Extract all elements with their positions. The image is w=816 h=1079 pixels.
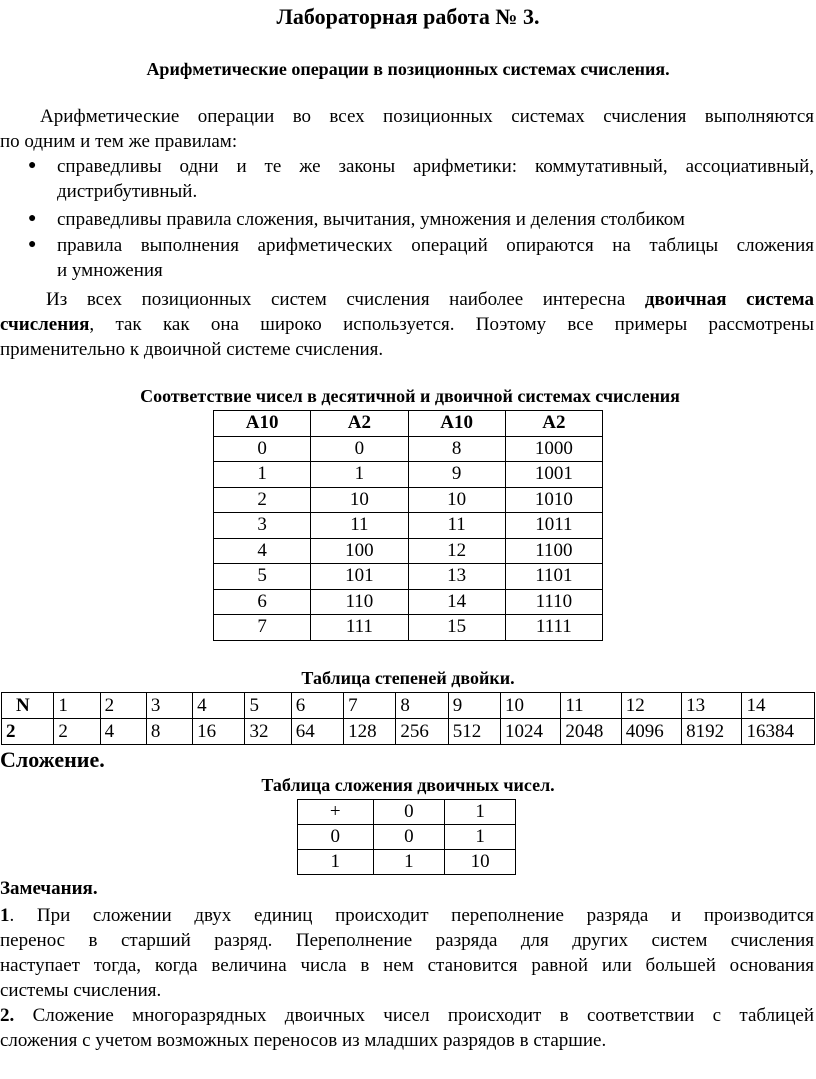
header-cell: A10	[408, 411, 505, 437]
cell: 4	[193, 693, 245, 719]
cell: 11	[408, 513, 505, 539]
cell: 11	[311, 513, 408, 539]
cell: 8	[146, 719, 192, 745]
addition-heading: Сложение.	[0, 747, 105, 772]
cell: 1	[373, 850, 445, 875]
cell: 0	[373, 800, 445, 825]
intro-line-2: по одним и тем же правилам:	[0, 131, 238, 152]
cell: 1024	[501, 719, 561, 745]
cell: 1	[445, 825, 516, 850]
intro-line-1: Арифметические операции во всех позиционных системах счисления выполняются	[40, 106, 814, 127]
header-cell: A2	[505, 411, 602, 437]
table-row	[298, 800, 516, 825]
cell: 12	[621, 693, 681, 719]
table-row	[214, 462, 603, 488]
page-subtitle: Арифметические операции в позиционных системах счисления.	[146, 59, 670, 79]
note-1-line-3: наступает тогда, когда величина числа в нем становится равной или большей основания	[0, 955, 814, 976]
cell: 10	[408, 487, 505, 513]
cell: 9	[448, 693, 500, 719]
table1-caption: Соответствие чисел в десятичной и двоичной системах счисления	[140, 386, 680, 406]
cell: 128	[344, 719, 396, 745]
table-row	[214, 615, 603, 641]
cell: 1101	[505, 564, 602, 590]
cell: 6	[291, 693, 343, 719]
binary-addition-table	[297, 799, 516, 875]
cell: 111	[311, 615, 408, 641]
cell: 2	[214, 487, 311, 513]
cell: 2	[54, 719, 100, 745]
cell: 1	[54, 693, 100, 719]
table-row	[214, 589, 603, 615]
cell: 101	[311, 564, 408, 590]
binary-para-text: Из всех позиционных систем счисления наиболее интересна	[46, 289, 626, 310]
binary-system-term: двоичная система	[644, 289, 814, 310]
cell: 13	[682, 693, 742, 719]
cell: 32	[245, 719, 291, 745]
cell: 8	[408, 436, 505, 462]
cell: 256	[396, 719, 448, 745]
note-2-line-2: сложения с учетом возможных переносов из младших разрядов в старшие.	[0, 1030, 607, 1051]
cell: 2048	[561, 719, 621, 745]
cell: 9	[408, 462, 505, 488]
cell: 1001	[505, 462, 602, 488]
cell: 0	[214, 436, 311, 462]
cell: 1	[214, 462, 311, 488]
note-1-line-2: перенос в старший разряд. Переполнение разряда для других систем счисления	[0, 930, 814, 951]
note-number: 1	[0, 905, 10, 926]
table-row	[214, 564, 603, 590]
table-row	[214, 538, 603, 564]
cell: +	[298, 800, 374, 825]
cell: 64	[291, 719, 343, 745]
cell: N	[2, 693, 54, 719]
bullet-icon: ●	[28, 211, 37, 226]
cell: 14	[742, 693, 815, 719]
binary-para-line-2	[0, 312, 814, 337]
page-title: Лабораторная работа № 3.	[276, 4, 540, 29]
cell: 2	[2, 719, 54, 745]
cell: 16	[193, 719, 245, 745]
cell: 5	[214, 564, 311, 590]
cell: 1	[311, 462, 408, 488]
cell: 16384	[742, 719, 815, 745]
cell: 11	[561, 693, 621, 719]
cell: 7	[214, 615, 311, 641]
notes-heading: Замечания.	[0, 878, 98, 899]
cell: 4	[100, 719, 146, 745]
cell: 14	[408, 589, 505, 615]
decimal-binary-table	[213, 410, 603, 641]
cell: 4096	[621, 719, 681, 745]
table-row	[2, 719, 815, 745]
cell: 1011	[505, 513, 602, 539]
binary-para-line-1	[0, 287, 814, 312]
cell: 0	[311, 436, 408, 462]
cell: 110	[311, 589, 408, 615]
binary-system-term-2: счисления	[0, 314, 90, 335]
cell: 2	[100, 693, 146, 719]
note-text: Сложение многоразрядных двоичных чисел происходит в соответствии с таблицей	[14, 1005, 814, 1026]
cell: 0	[373, 825, 445, 850]
bullet-icon: ●	[28, 158, 37, 173]
cell: 8	[396, 693, 448, 719]
binary-para-line-3: применительно к двоичной системе счисления.	[0, 339, 384, 360]
bullet-2-line-1: справедливы правила сложения, вычитания, умножения и деления столбиком	[57, 209, 685, 230]
cell: 15	[408, 615, 505, 641]
cell: 8192	[682, 719, 742, 745]
table-row	[214, 436, 603, 462]
bullet-3-line-2: и умножения	[57, 260, 163, 281]
cell: 6	[214, 589, 311, 615]
note-1-line-1	[0, 903, 814, 928]
cell: 512	[448, 719, 500, 745]
bullet-1-line-1: справедливы одни и те же законы арифметики: коммутативный, ассоциативный,	[57, 156, 814, 177]
cell: 1	[445, 800, 516, 825]
powers-of-two-table	[1, 692, 815, 745]
cell: 1110	[505, 589, 602, 615]
table-row	[214, 513, 603, 539]
table2-caption: Таблица степеней двойки.	[301, 668, 515, 688]
note-2-line-1	[0, 1003, 814, 1028]
cell: 3	[146, 693, 192, 719]
bullet-icon: ●	[28, 237, 37, 252]
binary-para-text-2: , так как она широко используется. Поэтому все примеры рассмотрены	[89, 314, 814, 335]
cell: 1010	[505, 487, 602, 513]
header-cell: A10	[214, 411, 311, 437]
cell: 4	[214, 538, 311, 564]
cell: 3	[214, 513, 311, 539]
cell: 1	[298, 850, 374, 875]
cell: 1100	[505, 538, 602, 564]
note-text: . При сложении двух единиц происходит переполнение разряда и производится	[9, 905, 814, 926]
header-cell: A2	[311, 411, 408, 437]
table-row	[298, 850, 516, 875]
table3-caption: Таблица сложения двоичных чисел.	[261, 775, 555, 795]
table-row	[214, 487, 603, 513]
cell: 10	[311, 487, 408, 513]
cell: 10	[501, 693, 561, 719]
cell: 0	[298, 825, 374, 850]
table-row	[2, 693, 815, 719]
cell: 12	[408, 538, 505, 564]
table-header-row	[214, 411, 603, 437]
note-number: 2.	[0, 1005, 15, 1026]
cell: 10	[445, 850, 516, 875]
table-row	[298, 825, 516, 850]
cell: 1000	[505, 436, 602, 462]
cell: 100	[311, 538, 408, 564]
cell: 5	[245, 693, 291, 719]
bullet-3-line-1: правила выполнения арифметических операций опираются на таблицы сложения	[57, 235, 814, 256]
cell: 1111	[505, 615, 602, 641]
note-1-line-4: системы счисления.	[0, 980, 162, 1001]
cell: 13	[408, 564, 505, 590]
bullet-1-line-2: дистрибутивный.	[57, 181, 198, 202]
cell: 7	[344, 693, 396, 719]
